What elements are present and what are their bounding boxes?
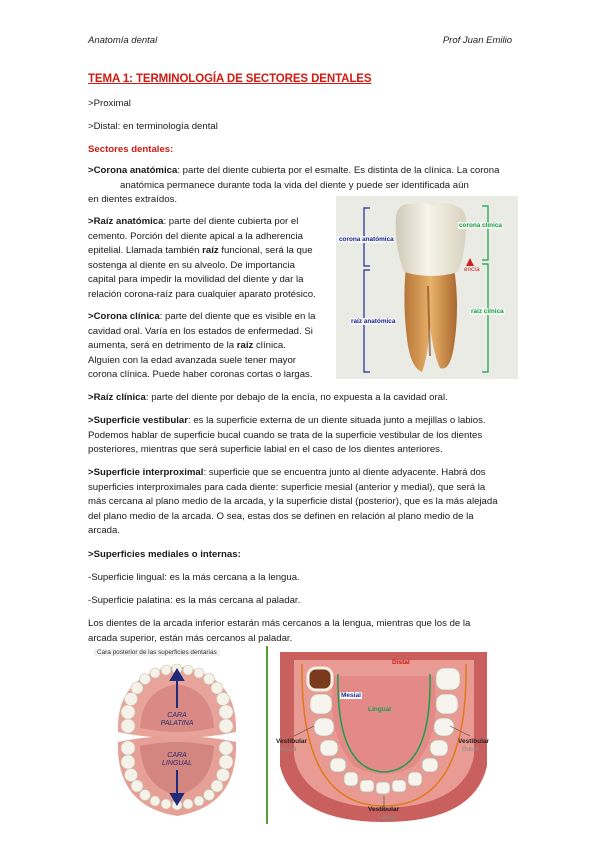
upper-arch-drawing (88, 646, 266, 824)
term-corona-anatomica: >Corona anatómica (88, 165, 178, 176)
label-corona-clinica: corona clínica (459, 222, 502, 229)
para-raiz-clinica: >Raíz clínica: parte del diente por debajo de la encía, no expuesta a la cavidad oral. (88, 392, 448, 403)
label-distal: Distal (392, 659, 410, 666)
label-bucal-right: Bucal (462, 746, 479, 753)
label-bucal-left: Bucal (280, 746, 297, 753)
para-superficie-interproximal: >Superficie interproximal: superficie que se encuentra junto al diente adyacente. Habrá dos superficies interproximales para cada diente: superficie mesial (anterior y medial), que será la más cercana al plano medio de la arcada, y la superficie distal (posterior), que es la más alejada del plano medio de la arcada. O sea, estas dos se definen en relación al plano medio de la arcada. (88, 467, 498, 536)
term-raiz-clinica: >Raíz clínica (88, 392, 146, 403)
term-superficie-vestibular: >Superficie vestibular (88, 415, 188, 426)
lower-arch-drawing (274, 646, 493, 826)
label-raiz-anatomica: raíz anatómica (351, 318, 396, 325)
label-lingual: Lingual (368, 706, 392, 713)
upper-arch-caption: Cara posterior de las superficies dentarias (94, 649, 220, 656)
figure-lower-arch (274, 646, 493, 826)
tooth-crown (396, 202, 467, 276)
term-raiz-anatomica: >Raíz anatómica (88, 216, 164, 227)
header-subject: Anatomía dental (88, 35, 158, 46)
label-mesial: Mesial (341, 692, 361, 699)
para-corona-clinica: >Corona clínica: parte del diente que es visible en la cavidad oral. Varía en los estados de enfermedad. Si aumenta, será en detrimento de la raíz clínica. Alguien con la edad avanzada suele tener mayor corona clínica. Puede haber coronas cortas o largas. (88, 311, 316, 380)
para-corona-anatomica: >Corona anatómica: parte del diente cubierta por el esmalte. Es distinta de la clínica. La corona anatómica permanece durante toda la vida del diente y puede ser identificada aún en dientes extraídos. (88, 165, 500, 205)
label-cara-palatina: CARA PALATINA (160, 712, 194, 727)
header-author: Prof Juan Emilio (442, 35, 512, 46)
figure-upper-arch (88, 646, 266, 824)
page-title: TEMA 1: TERMINOLOGÍA DE SECTORES DENTALES (88, 73, 372, 85)
label-encia: encía (464, 266, 480, 273)
section-heading: Sectores dentales: (88, 144, 174, 155)
label-cara-lingual: CARA LINGUAL (162, 752, 192, 767)
label-labial: Labial (378, 814, 396, 821)
label-vestibular-left: Vestibular (276, 738, 308, 745)
term-superficie-interproximal: >Superficie interproximal (88, 467, 204, 478)
figure-tooth (336, 196, 518, 379)
item-distal: >Distal: en terminología dental (88, 121, 218, 132)
label-raiz-clinica: raíz clínica (471, 308, 504, 315)
para-raiz-anatomica: >Raíz anatómica: parte del diente cubierta por el cemento. Porción del diente apical a la adherencia epitelial. Llamada también raíz funcional, será la que sostenga al diente en su alveolo. De importancia capital para impedir la movilidad del diente y dar la relación corona-raíz para cualquier aparato protésico. (88, 216, 316, 300)
item-proximal: >Proximal (88, 98, 131, 109)
label-vestibular-right: Vestibular (458, 738, 490, 745)
para-closing: Los dientes de la arcada inferior estarán más cercanos a la lengua, mientras que los de la arcada superior, están más cercanos al paladar. (88, 618, 471, 644)
term-corona-clinica: >Corona clínica (88, 311, 160, 322)
label-corona-anatomica: corona anatómica (339, 236, 394, 243)
para-superficie-vestibular: >Superficie vestibular: es la superficie externa de un diente situada junto a mejillas o labios. Podemos hablar de superficie bucal cuando se trata de la superficie vestibular de los dientes posteriores, mientras que será superficie labial en el caso de los dientes anteriores. (88, 415, 486, 455)
label-vestibular-bottom: Vestibular (368, 806, 400, 813)
item-superficie-palatina: -Superficie palatina: es la más cercana al paladar. (88, 595, 301, 606)
figure-divider (266, 646, 268, 824)
heading-superficies-mediales: >Superficies mediales o internas: (88, 549, 241, 560)
item-superficie-lingual: -Superficie lingual: es la más cercana a la lengua. (88, 572, 300, 583)
